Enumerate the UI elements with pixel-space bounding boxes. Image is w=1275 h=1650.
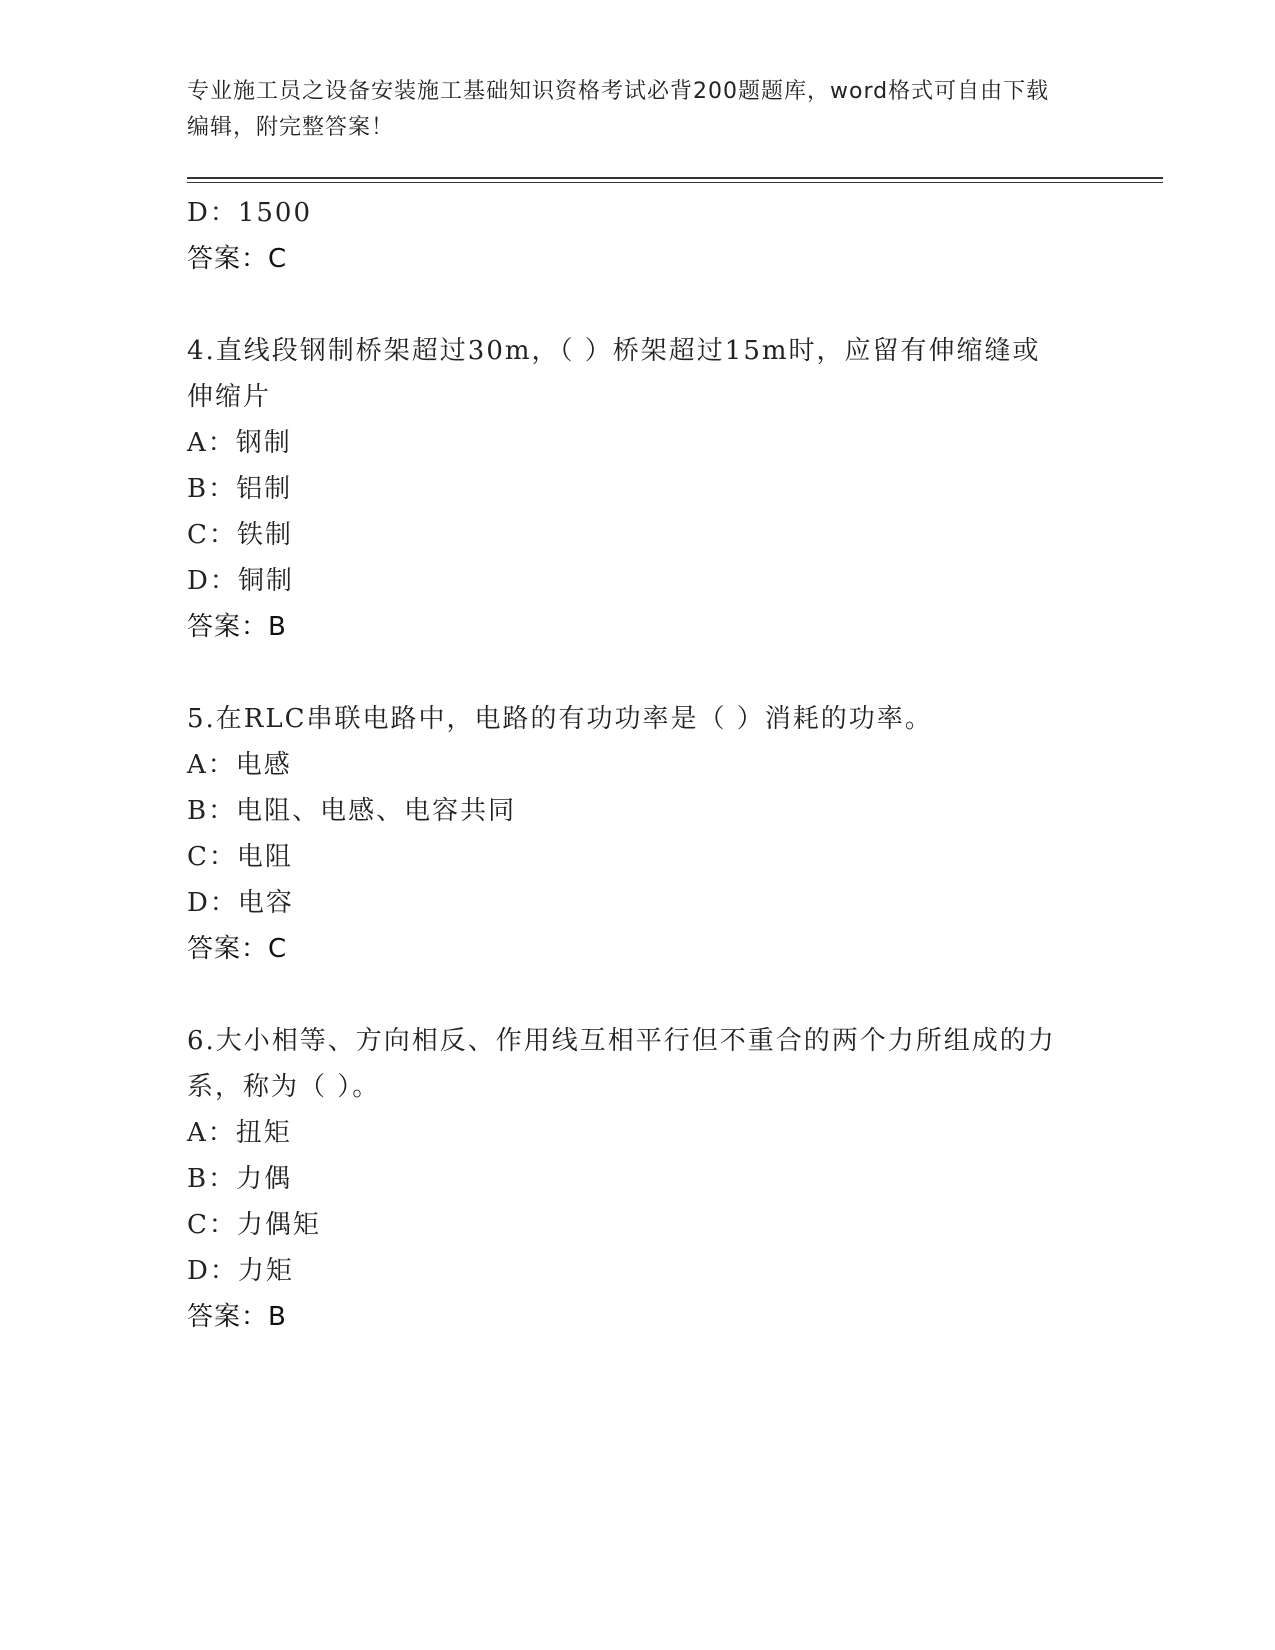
- document-body: [187, 190, 1087, 1340]
- option-a: A：电感: [187, 750, 292, 780]
- option-c: C：力偶矩: [187, 1210, 321, 1240]
- spacer: [187, 972, 1087, 1018]
- option-d: D：铜制: [187, 566, 294, 596]
- spacer: [187, 650, 1087, 696]
- header-rule-thick: [187, 177, 1163, 179]
- question-block: [187, 696, 1087, 972]
- option-d: D：1500: [187, 198, 313, 228]
- question-text: 4.直线段钢制桥架超过30m，（ ）桥架超过15m时，应留有伸缩缝或伸缩片: [187, 336, 1041, 412]
- answer-line: 答案：C: [187, 244, 288, 274]
- option-b: B：电阻、电感、电容共同: [187, 796, 517, 826]
- answer-line: 答案：C: [187, 934, 288, 964]
- question-text: 6.大小相等、方向相反、作用线互相平行但不重合的两个力所组成的力系，称为（ ）。: [187, 1026, 1056, 1102]
- answer-line: 答案：B: [187, 1302, 287, 1332]
- question-block: [187, 1018, 1087, 1340]
- spacer: [187, 282, 1087, 328]
- question-block: [187, 328, 1087, 650]
- question-text: 5.在RLC串联电路中，电路的有功功率是（ ）消耗的功率。: [187, 704, 933, 734]
- option-d: D：电容: [187, 888, 294, 918]
- option-c: C：电阻: [187, 842, 293, 872]
- option-b: B：铝制: [187, 474, 293, 504]
- header-rule-thin: [187, 182, 1163, 183]
- answer-line: 答案：B: [187, 612, 287, 642]
- option-d: D：力矩: [187, 1256, 294, 1286]
- option-a: A：扭矩: [187, 1118, 292, 1148]
- option-b: B：力偶: [187, 1164, 293, 1194]
- option-c: C：铁制: [187, 520, 293, 550]
- document-header: 专业施工员之设备安装施工基础知识资格考试必背200题题库，word格式可自由下载编辑，附完整答案！: [187, 79, 1050, 140]
- option-a: A：钢制: [187, 428, 292, 458]
